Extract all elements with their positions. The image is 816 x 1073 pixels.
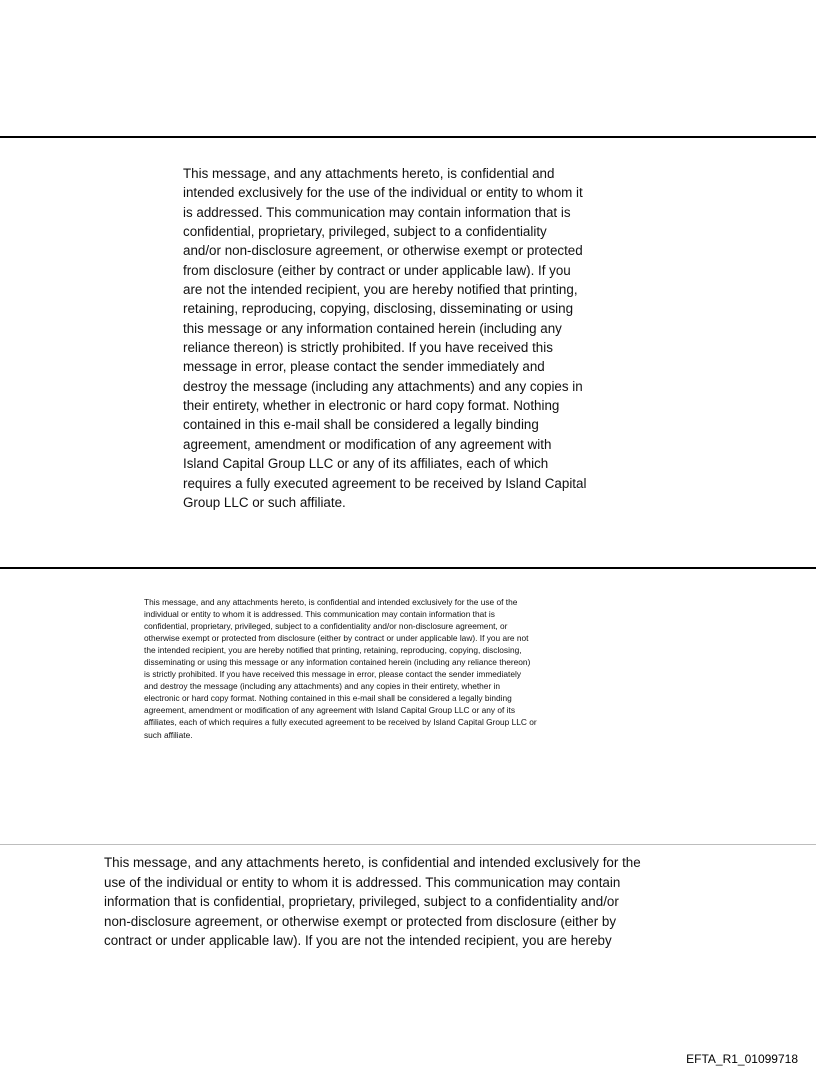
- disclaimer-line: requires a fully executed agreement to be received by Island Capital: [183, 475, 587, 491]
- disclaimer-line: intended exclusively for the use of the individual or entity to whom it: [183, 185, 583, 201]
- disclaimer-line: agreement, amendment or modification of any agreement with: [183, 436, 552, 452]
- disclaimer-line: from disclosure (either by contract or under applicable law). If you: [183, 262, 571, 278]
- disclaimer-line: confidential, proprietary, privileged, subject to a confidentiality and/or non-disclosure agreement, or: [144, 621, 508, 632]
- disclaimer-block-large: [183, 164, 586, 512]
- disclaimer-line: Group LLC or such affiliate.: [183, 494, 346, 510]
- disclaimer-line: such affiliate.: [144, 729, 193, 740]
- disclaimer-line: and/or non-disclosure agreement, or otherwise exempt or protected: [183, 243, 583, 259]
- disclaimer-line: electronic or hard copy format. Nothing contained in this e-mail shall be considered a legally binding: [144, 693, 512, 704]
- disclaimer-line: message in error, please contact the sender immediately and: [183, 359, 545, 375]
- disclaimer-line: This message, and any attachments hereto, is confidential and intended exclusively for the use of the: [144, 597, 518, 607]
- disclaimer-line: affiliates, each of which requires a fully executed agreement to be received by Island Capital Group LLC or: [144, 717, 537, 728]
- disclaimer-line: use of the individual or entity to whom it is addressed. This communication may contain: [104, 874, 621, 890]
- disclaimer-line: contract or under applicable law). If you are not the intended recipient, you are hereby: [104, 933, 612, 948]
- disclaimer-line: are not the intended recipient, you are hereby notified that printing,: [183, 282, 578, 298]
- disclaimer-line: This message, and any attachments hereto, is confidential and intended exclusively for the: [104, 855, 641, 870]
- disclaimer-line: is addressed. This communication may contain information that is: [183, 204, 571, 220]
- disclaimer-line: contained in this e-mail shall be considered a legally binding: [183, 417, 539, 433]
- divider-line-bottom: [0, 844, 816, 845]
- disclaimer-line: their entirety, whether in electronic or hard copy format. Nothing: [183, 398, 560, 414]
- disclaimer-line: This message, and any attachments hereto, is confidential and: [183, 166, 555, 181]
- disclaimer-line: and destroy the message (including any attachments) and any copies in their entirety, whether in: [144, 681, 501, 692]
- disclaimer-line: Island Capital Group LLC or any of its affiliates, each of which: [183, 456, 549, 472]
- disclaimer-line: agreement, amendment or modification of any agreement with Island Capital Group LLC or any of its: [144, 705, 516, 716]
- disclaimer-line: confidential, proprietary, privileged, subject to a confidentiality: [183, 224, 547, 240]
- disclaimer-line: reliance thereon) is strictly prohibited. If you have received this: [183, 340, 553, 356]
- disclaimer-line: this message or any information contained herein (including any: [183, 320, 562, 336]
- disclaimer-line: non-disclosure agreement, or otherwise exempt or protected from disclosure (either by: [104, 913, 617, 929]
- disclaimer-line: disseminating or using this message or any information contained herein (including any reliance thereon): [144, 657, 531, 668]
- disclaimer-block-small: [144, 596, 537, 741]
- disclaimer-line: otherwise exempt or protected from disclosure (either by contract or under applicable law). If you are not: [144, 633, 529, 644]
- divider-line-middle: [0, 567, 816, 569]
- disclaimer-block-partial: [104, 853, 641, 951]
- disclaimer-line: the intended recipient, you are hereby notified that printing, retaining, reproducing, copying, disclosing,: [144, 645, 522, 656]
- divider-line-top: [0, 136, 816, 138]
- disclaimer-line: information that is confidential, proprietary, privileged, subject to a confidentiality and/or: [104, 894, 619, 909]
- disclaimer-line: destroy the message (including any attachments) and any copies in: [183, 378, 583, 394]
- disclaimer-line: is strictly prohibited. If you have received this message in error, please contact the sender immediately: [144, 669, 522, 680]
- document-id: EFTA_R1_01099718: [686, 1052, 798, 1066]
- disclaimer-line: retaining, reproducing, copying, disclosing, disseminating or using: [183, 301, 574, 317]
- disclaimer-line: individual or entity to whom it is addressed. This communication may contain information that is: [144, 609, 495, 620]
